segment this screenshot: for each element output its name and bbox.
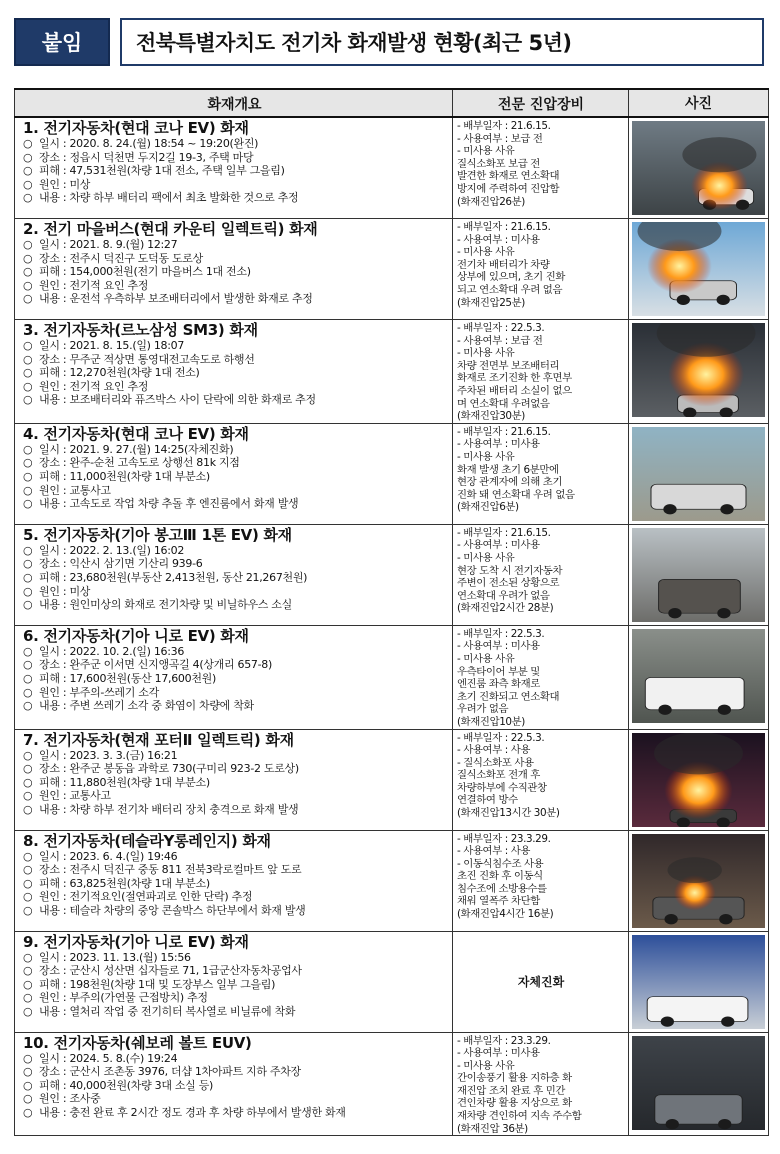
detail-text: 피해 : 11,000천원(차량 1대 부분소): [39, 469, 210, 483]
incident-detail-line: [23, 544, 446, 558]
photo-cell: [629, 729, 769, 830]
equipment-cell: [453, 320, 629, 424]
circle-bullet-icon: ○: [23, 748, 33, 762]
equipment-line: - 미사용 사유: [457, 652, 515, 665]
incident-detail-line: [23, 762, 446, 776]
detail-text: 원인 : 전기적 요인 추정: [39, 379, 149, 393]
photo-cell: [629, 219, 769, 320]
incident-title: 7. 전기자동차(현재 포터Ⅱ 일렉트릭) 화재: [23, 730, 294, 749]
circle-bullet-icon: ○: [23, 483, 33, 497]
equipment-line: 현장 도착 시 전기자동차: [457, 564, 563, 577]
detail-text: 장소 : 정읍시 덕천면 두지2길 19-3, 주택 마당: [39, 150, 254, 164]
incident-detail-line: [23, 672, 446, 686]
equipment-line: 초기 진화되고 연소확대: [457, 690, 560, 703]
equipment-line: (화재진압13시간 30분): [457, 807, 560, 820]
incident-photo: [632, 629, 765, 723]
incident-title: 5. 전기자동차(기아 봉고Ⅲ 1톤 EV) 화재: [23, 525, 292, 544]
circle-bullet-icon: ○: [23, 671, 33, 685]
equipment-line: 현장 관계자에 의해 초기: [457, 476, 563, 489]
incident-detail-line: [23, 991, 446, 1005]
equipment-line: 연소확대 우려가 없음: [457, 589, 550, 602]
circle-bullet-icon: ○: [23, 876, 33, 890]
incident-detail-line: [23, 238, 446, 252]
incident-detail-line: [23, 850, 446, 864]
detail-text: 일시 : 2024. 5. 8.(수) 19:24: [39, 1051, 178, 1065]
equipment-line: 침수조에 소방용수를: [457, 882, 547, 895]
equipment-line: (화재진압25분): [457, 296, 525, 309]
equipment-line: - 배부일자 : 22.5.3.: [457, 627, 545, 640]
detail-text: 장소 : 익산시 삼기면 기산리 939-6: [39, 557, 203, 571]
circle-bullet-icon: ○: [23, 543, 33, 557]
incident-title: 3. 전기자동차(르노삼성 SM3) 화재: [23, 321, 258, 339]
table-row: [15, 524, 769, 625]
circle-bullet-icon: ○: [23, 442, 33, 456]
detail-text: 원인 : 교통사고: [39, 483, 111, 497]
detail-text: 피해 : 154,000천원(전기 마을버스 1대 전소): [39, 265, 251, 279]
equipment-line: (화재진압4시간 16분): [457, 908, 554, 921]
circle-bullet-icon: ○: [23, 1105, 33, 1119]
equipment-line: (화재진압30분): [457, 410, 525, 423]
detail-text: 피해 : 11,880천원(차량 1대 부분소): [39, 775, 210, 789]
incident-title: 2. 전기 마을버스(현대 카운티 일렉트릭) 화재: [23, 220, 318, 238]
circle-bullet-icon: ○: [23, 238, 33, 251]
detail-text: 내용 : 주변 쓰레기 소각 중 화염이 차량에 착화: [39, 699, 254, 713]
equipment-line: - 사용여부 : 미사용: [457, 438, 540, 451]
equipment-line: (화재진압 36분): [457, 1122, 528, 1135]
detail-text: 원인 : 미상: [39, 177, 91, 191]
incident-detail-line: [23, 353, 446, 367]
incident-title: 8. 전기자동차(테슬라Y롱레인지) 화재: [23, 831, 271, 850]
circle-bullet-icon: ○: [23, 456, 33, 470]
incident-detail-line: [23, 585, 446, 599]
attachment-tag: 붙임: [14, 18, 110, 66]
circle-bullet-icon: ○: [23, 191, 33, 205]
detail-text: 장소 : 전주시 덕진구 중동 811 전북3락로컬마트 앞 도로: [39, 863, 302, 877]
equipment-line: 우측타이어 부분 및: [457, 665, 540, 678]
circle-bullet-icon: ○: [23, 570, 33, 584]
circle-bullet-icon: ○: [23, 469, 33, 483]
detail-text: 원인 : 교통사고: [39, 789, 111, 803]
equipment-line: 발견한 화재로 연소확대: [457, 170, 560, 183]
equipment-line: 주차된 배터리 소실이 없으: [457, 384, 572, 397]
equipment-line: - 이동식침수조 사용: [457, 857, 544, 870]
equipment-cell: [453, 524, 629, 625]
incident-overview-cell: [15, 423, 453, 524]
incident-detail-line: [23, 292, 446, 306]
table-row: [15, 219, 769, 320]
equipment-line: (화재진압2시간 28분): [457, 602, 554, 615]
incident-detail-line: [23, 443, 446, 457]
incident-detail-line: [23, 863, 446, 877]
detail-text: 일시 : 2021. 8. 9.(월) 12:27: [39, 238, 178, 251]
incident-detail-line: [23, 749, 446, 763]
incident-detail-line: [23, 789, 446, 803]
equipment-line: - 미사용 사유: [457, 145, 515, 158]
incident-title: 1. 전기자동차(현대 코나 EV) 화재: [23, 119, 249, 137]
incident-detail-line: [23, 339, 446, 353]
col-header-overview: 화재개요: [15, 89, 453, 117]
circle-bullet-icon: ○: [23, 658, 33, 672]
table-row: [15, 830, 769, 931]
detail-text: 원인 : 미상: [39, 584, 91, 598]
incident-detail-line: [23, 151, 446, 165]
circle-bullet-icon: ○: [23, 265, 33, 279]
incident-detail-line: [23, 470, 446, 484]
incident-title: 10. 전기자동차(쉐보레 볼트 EUV): [23, 1033, 252, 1052]
detail-text: 피해 : 63,825천원(차량 1대 부분소): [39, 876, 210, 890]
equipment-line: 채워 열폭주 차단함: [457, 895, 540, 908]
circle-bullet-icon: ○: [23, 802, 33, 816]
incident-detail-line: [23, 252, 446, 266]
incident-detail-line: [23, 1052, 446, 1066]
circle-bullet-icon: ○: [23, 977, 33, 991]
incident-photo: [632, 528, 765, 622]
incident-detail-line: [23, 964, 446, 978]
detail-text: 피해 : 12,270천원(차량 1대 전소): [39, 366, 200, 380]
table-row: [15, 320, 769, 424]
incident-overview-cell: [15, 729, 453, 830]
incident-detail-line: [23, 803, 446, 817]
incident-detail-line: [23, 1092, 446, 1106]
incident-title: 4. 전기자동차(현대 코나 EV) 화재: [23, 424, 249, 443]
table-row: [15, 423, 769, 524]
circle-bullet-icon: ○: [23, 584, 33, 598]
equipment-line: - 배부일자 : 22.5.3.: [457, 322, 545, 334]
equipment-line: - 사용여부 : 보급 전: [457, 334, 543, 347]
equipment-line: - 배부일자 : 21.6.15.: [457, 526, 551, 539]
equipment-line: - 미사용 사유: [457, 1059, 515, 1072]
incident-detail-line: [23, 699, 446, 713]
equipment-cell: [453, 625, 629, 729]
detail-text: 장소 : 완주군 봉동읍 과학로 730(구미리 923-2 도로상): [39, 762, 299, 776]
incident-photo: [632, 323, 765, 417]
equipment-line: 연결하여 방수: [457, 794, 518, 807]
equipment-line: - 배부일자 : 21.6.15.: [457, 425, 551, 438]
detail-text: 내용 : 원인미상의 화재로 전기차량 및 비닐하우스 소실: [39, 598, 292, 612]
equipment-line: 초진 진화 후 이동식: [457, 870, 543, 883]
photo-cell: [629, 830, 769, 931]
detail-text: 내용 : 충전 완료 후 2시간 정도 경과 후 차량 하부에서 발생한 화재: [39, 1105, 346, 1119]
equipment-line: 전기차 배터리가 차량: [457, 258, 550, 271]
circle-bullet-icon: ○: [23, 1078, 33, 1092]
incident-photo: [632, 935, 765, 1029]
incident-detail-line: [23, 456, 446, 470]
detail-text: 원인 : 전기적 요인 추정: [39, 278, 149, 292]
detail-text: 일시 : 2023. 6. 4.(일) 19:46: [39, 849, 178, 863]
circle-bullet-icon: ○: [23, 903, 33, 917]
col-header-photo: 사진: [629, 89, 769, 117]
circle-bullet-icon: ○: [23, 150, 33, 164]
incident-detail-line: [23, 951, 446, 965]
incident-photo: [632, 427, 765, 521]
incident-photo: [632, 1036, 765, 1130]
incident-detail-line: [23, 658, 446, 672]
detail-text: 장소 : 군산시 성산면 십자들로 71, 1급군산자동차공업사: [39, 964, 302, 978]
equipment-line: - 사용여부 : 미사용: [457, 1047, 540, 1060]
equipment-line: 견인차량 활용 지상으로 화: [457, 1097, 572, 1110]
table-row: [15, 1032, 769, 1136]
incident-detail-line: [23, 890, 446, 904]
table-header-row: [15, 89, 769, 117]
photo-cell: [629, 423, 769, 524]
equipment-cell: [453, 729, 629, 830]
detail-text: 일시 : 2023. 11. 13.(월) 15:56: [39, 950, 191, 964]
circle-bullet-icon: ○: [23, 497, 33, 511]
circle-bullet-icon: ○: [23, 1051, 33, 1065]
photo-cell: [629, 320, 769, 424]
incident-detail-line: [23, 279, 446, 293]
incident-detail-line: [23, 497, 446, 511]
equipment-line: 간이송풍기 활용 지하층 화: [457, 1072, 572, 1085]
detail-text: 내용 : 운전석 우측하부 보조배터리에서 발생한 화재로 추정: [39, 292, 313, 306]
detail-text: 피해 : 17,600천원(동산 17,600천원): [39, 671, 216, 685]
circle-bullet-icon: ○: [23, 393, 33, 407]
incident-detail-line: [23, 571, 446, 585]
circle-bullet-icon: ○: [23, 251, 33, 265]
document-title: 전북특별자치도 전기차 화재발생 현황(최근 5년): [120, 18, 764, 66]
equipment-cell: [453, 931, 629, 1032]
equipment-line: 주변이 전소된 상황으로: [457, 577, 560, 590]
equipment-line: 질식소화포 보급 전: [457, 157, 540, 170]
equipment-cell: [453, 1032, 629, 1136]
equipment-line: - 질식소화포 사용: [457, 756, 534, 769]
equipment-cell: [453, 219, 629, 320]
col-header-equipment: 전문 진압장비: [453, 89, 629, 117]
incident-detail-line: [23, 137, 446, 151]
equipment-line: 화재로 조기진화 한 후면부: [457, 372, 572, 385]
detail-text: 원인 : 조사중: [39, 1092, 101, 1106]
detail-text: 내용 : 테슬라 차량의 중앙 콘솔박스 하단부에서 화재 발생: [39, 903, 306, 917]
detail-text: 일시 : 2022. 2. 13.(일) 16:02: [39, 543, 185, 557]
equipment-line: - 사용여부 : 사용: [457, 744, 530, 757]
equipment-line: 질식소화포 전개 후: [457, 769, 540, 782]
incident-detail-line: [23, 686, 446, 700]
photo-cell: [629, 117, 769, 219]
incident-detail-line: [23, 1106, 446, 1120]
circle-bullet-icon: ○: [23, 352, 33, 366]
equipment-line: 차량하부에 수직관창: [457, 781, 547, 794]
incident-detail-line: [23, 776, 446, 790]
incident-photo: [632, 222, 765, 316]
incident-overview-cell: [15, 1032, 453, 1136]
table-body: [15, 117, 769, 1136]
incident-detail-line: [23, 978, 446, 992]
detail-text: 내용 : 차량 하부 전기차 배터리 장치 충격으로 화재 발생: [39, 802, 299, 816]
incident-detail-line: [23, 877, 446, 891]
equipment-line: - 사용여부 : 사용: [457, 845, 530, 858]
incident-detail-line: [23, 557, 446, 571]
equipment-line: (화재진압6분): [457, 501, 519, 514]
equipment-line: 진화 돼 연소확대 우려 없음: [457, 488, 575, 501]
detail-text: 피해 : 40,000천원(차량 3대 소실 등): [39, 1078, 214, 1092]
equipment-cell: [453, 830, 629, 931]
equipment-line: - 배부일자 : 22.5.3.: [457, 731, 545, 744]
incident-photo: [632, 733, 765, 827]
fire-status-table: [14, 88, 769, 1136]
equipment-cell: [453, 423, 629, 524]
circle-bullet-icon: ○: [23, 964, 33, 978]
detail-text: 원인 : 전기적요인(절연파괴로 인한 단락) 추정: [39, 890, 253, 904]
circle-bullet-icon: ○: [23, 685, 33, 699]
equipment-line: (화재진압26분): [457, 195, 525, 208]
detail-text: 장소 : 무주군 적상면 통영대전고속도로 하행선: [39, 352, 255, 366]
circle-bullet-icon: ○: [23, 762, 33, 776]
equipment-line: - 사용여부 : 보급 전: [457, 132, 543, 145]
detail-text: 내용 : 고속도로 작업 차량 추돌 후 엔진룸에서 화재 발생: [39, 497, 299, 511]
incident-detail-line: [23, 1079, 446, 1093]
circle-bullet-icon: ○: [23, 863, 33, 877]
incident-photo: [632, 121, 765, 215]
equipment-line: 방지에 주력하여 진압함: [457, 182, 560, 195]
circle-bullet-icon: ○: [23, 598, 33, 612]
detail-text: 원인 : 부주의(가연물 근접방치) 추정: [39, 991, 208, 1005]
incident-overview-cell: [15, 524, 453, 625]
circle-bullet-icon: ○: [23, 137, 33, 150]
equipment-line: - 배부일자 : 21.6.15.: [457, 120, 551, 132]
circle-bullet-icon: ○: [23, 164, 33, 178]
circle-bullet-icon: ○: [23, 278, 33, 292]
detail-text: 일시 : 2021. 8. 15.(일) 18:07: [39, 339, 185, 352]
table-row: [15, 117, 769, 219]
incident-detail-line: [23, 393, 446, 407]
photo-cell: [629, 524, 769, 625]
incident-detail-line: [23, 380, 446, 394]
incident-detail-line: [23, 191, 446, 205]
incident-detail-line: [23, 178, 446, 192]
equipment-line: 상부에 있으며, 초기 진화: [457, 271, 565, 284]
incident-detail-line: [23, 265, 446, 279]
detail-text: 장소 : 완주군 이서면 신지앵곡길 4(상개리 657-8): [39, 658, 272, 672]
equipment-line: 엔진룸 좌측 화재로: [457, 678, 540, 691]
incident-photo: [632, 834, 765, 928]
incident-title: 6. 전기자동차(기아 니로 EV) 화재: [23, 626, 249, 645]
detail-text: 장소 : 완주-순천 고속도로 상행선 81k 지점: [39, 456, 240, 470]
circle-bullet-icon: ○: [23, 890, 33, 904]
detail-text: 피해 : 23,680천원(부동산 2,413천원, 동산 21,267천원): [39, 570, 308, 584]
table-row: [15, 729, 769, 830]
equipment-line: - 배부일자 : 21.6.15.: [457, 221, 551, 233]
photo-cell: [629, 931, 769, 1032]
equipment-line: - 사용여부 : 미사용: [457, 233, 540, 246]
circle-bullet-icon: ○: [23, 699, 33, 713]
incident-detail-line: [23, 1065, 446, 1079]
equipment-line: 며 연소확대 우려없음: [457, 397, 550, 410]
photo-cell: [629, 1032, 769, 1136]
detail-text: 장소 : 전주시 덕진구 도덕동 도로상: [39, 251, 203, 265]
circle-bullet-icon: ○: [23, 339, 33, 352]
incident-detail-line: [23, 904, 446, 918]
circle-bullet-icon: ○: [23, 379, 33, 393]
circle-bullet-icon: ○: [23, 849, 33, 863]
detail-text: 피해 : 47,531천원(차량 1대 전소, 주택 일부 그을림): [39, 164, 285, 178]
incident-title: 9. 전기자동차(기아 니로 EV) 화재: [23, 932, 249, 951]
incident-detail-line: [23, 598, 446, 612]
circle-bullet-icon: ○: [23, 1092, 33, 1106]
detail-text: 일시 : 2023. 3. 3.(금) 16:21: [39, 748, 178, 762]
detail-text: 내용 : 차량 하부 배터리 팩에서 최초 발화한 것으로 추정: [39, 191, 299, 205]
incident-detail-line: [23, 645, 446, 659]
equipment-cell: [453, 117, 629, 219]
circle-bullet-icon: ○: [23, 1065, 33, 1079]
circle-bullet-icon: ○: [23, 789, 33, 803]
equipment-line: 우려가 없음: [457, 703, 509, 716]
equipment-line: (화재진압10분): [457, 715, 525, 728]
equipment-line: 화재 발생 초기 6분만에: [457, 463, 559, 476]
detail-text: 내용 : 열처리 작업 중 전기히터 복사열로 비닐류에 착화: [39, 1004, 296, 1018]
equipment-line: - 배부일자 : 23.3.29.: [457, 1034, 551, 1047]
circle-bullet-icon: ○: [23, 366, 33, 380]
equipment-line: - 미사용 사유: [457, 246, 515, 259]
incident-overview-cell: [15, 219, 453, 320]
equipment-line: - 미사용 사유: [457, 450, 515, 463]
detail-text: 내용 : 보조배터리와 퓨즈박스 사이 단락에 의한 화재로 추정: [39, 393, 316, 407]
detail-text: 장소 : 군산시 조촌동 3976, 더샵 1차아파트 지하 주차장: [39, 1065, 301, 1079]
equipment-line: - 미사용 사유: [457, 347, 515, 360]
equipment-line: 재차량 견인하여 지속 주수함: [457, 1110, 582, 1123]
incident-overview-cell: [15, 320, 453, 424]
circle-bullet-icon: ○: [23, 177, 33, 191]
header: [14, 14, 764, 68]
incident-detail-line: [23, 366, 446, 380]
equipment-line: 차량 전면부 보조배터리: [457, 359, 560, 372]
circle-bullet-icon: ○: [23, 644, 33, 658]
self-extinguished-label: 자체진화: [517, 974, 565, 989]
incident-overview-cell: [15, 625, 453, 729]
equipment-line: 되고 연소확대 우려 없음: [457, 283, 563, 296]
equipment-line: - 사용여부 : 미사용: [457, 640, 540, 653]
circle-bullet-icon: ○: [23, 557, 33, 571]
incident-overview-cell: [15, 830, 453, 931]
circle-bullet-icon: ○: [23, 1004, 33, 1018]
table-row: [15, 931, 769, 1032]
incident-overview-cell: [15, 931, 453, 1032]
detail-text: 일시 : 2021. 9. 27.(월) 14:25(자체진화): [39, 442, 234, 456]
table-row: [15, 625, 769, 729]
incident-detail-line: [23, 164, 446, 178]
detail-text: 원인 : 부주의-쓰레기 소각: [39, 685, 159, 699]
incident-detail-line: [23, 1005, 446, 1019]
equipment-line: 재진압 조치 완료 후 민간: [457, 1084, 565, 1097]
circle-bullet-icon: ○: [23, 950, 33, 964]
equipment-line: - 미사용 사유: [457, 551, 515, 564]
photo-cell: [629, 625, 769, 729]
equipment-line: - 배부일자 : 23.3.29.: [457, 832, 551, 845]
circle-bullet-icon: ○: [23, 775, 33, 789]
equipment-line: - 사용여부 : 미사용: [457, 539, 540, 552]
incident-overview-cell: [15, 117, 453, 219]
circle-bullet-icon: ○: [23, 991, 33, 1005]
detail-text: 피해 : 198천원(차량 1대 및 도장부스 일부 그을림): [39, 977, 276, 991]
detail-text: 일시 : 2022. 10. 2.(일) 16:36: [39, 644, 185, 658]
circle-bullet-icon: ○: [23, 292, 33, 306]
detail-text: 일시 : 2020. 8. 24.(월) 18:54 ~ 19:20(완진): [39, 137, 259, 150]
incident-detail-line: [23, 484, 446, 498]
